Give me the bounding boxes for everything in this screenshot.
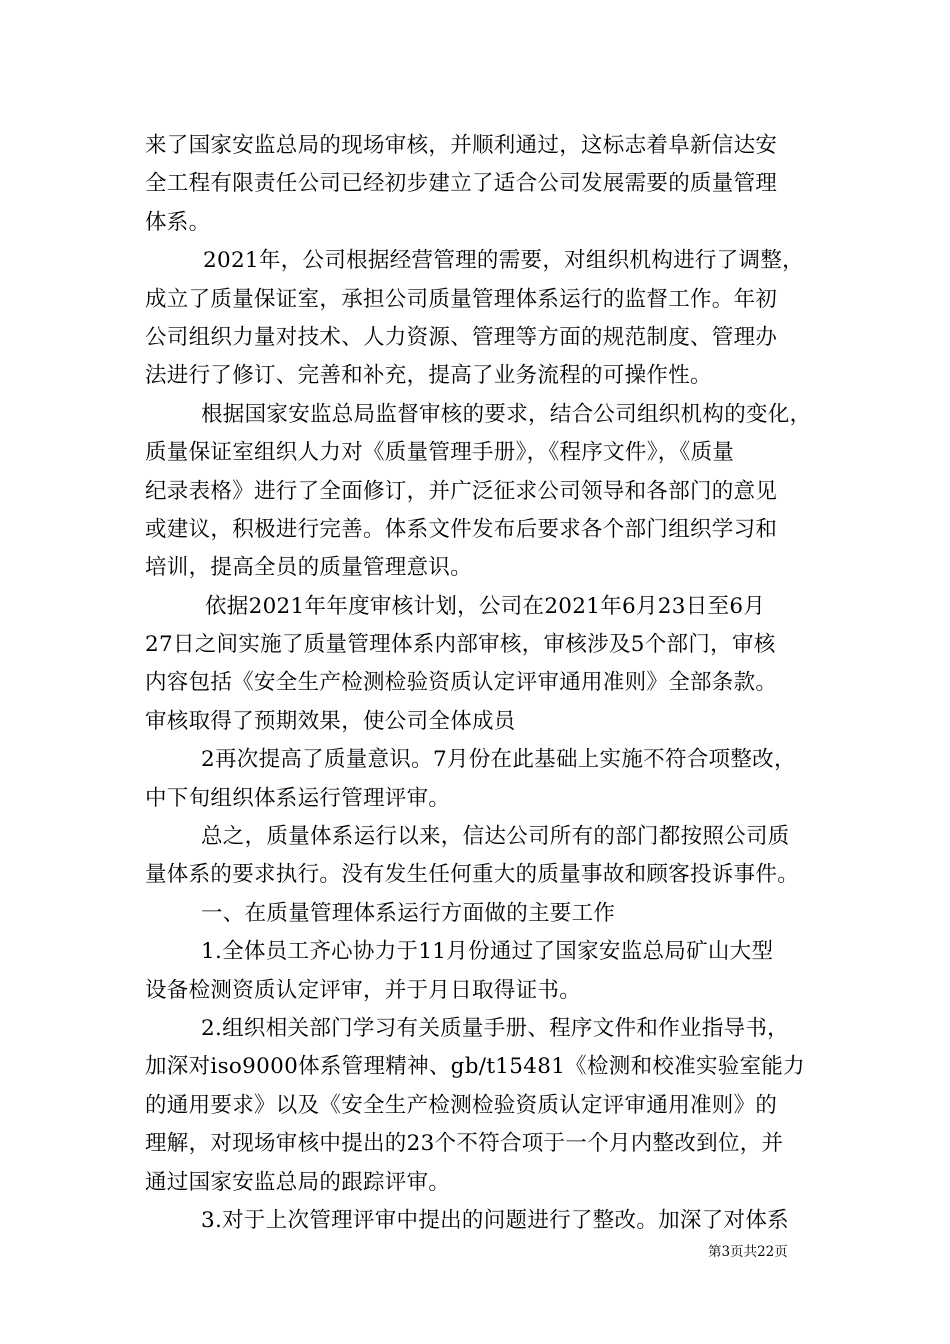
document-body <box>145 127 835 1240</box>
section-heading: 一、在质量管理体系运行方面做的主要工作 <box>201 900 616 926</box>
text-line: 或建议，积极进行完善。体系文件发布后要求各个部门组织学习和 <box>145 516 778 542</box>
text-line: 纪录表格》进行了全面修订，并广泛征求公司领导和各部门的意见 <box>145 478 778 504</box>
text-line: 27日之间实施了质量管理体系内部审核，审核涉及5个部门，审核 <box>145 632 776 658</box>
text-line: 的通用要求》以及《安全生产检测检验资质认定评审通用准则》的 <box>145 1092 778 1118</box>
text-line: 通过国家安监总局的跟踪评审。 <box>145 1169 451 1195</box>
text-line: 2再次提高了质量意识。7月份在此基础上实施不符合项整改， <box>201 747 796 773</box>
text-line: 加深对iso9000体系管理精神、gb/t15481《检测和校准实验室能力 <box>145 1054 805 1080</box>
text-line: 3.对于上次管理评审中提出的问题进行了整改。加深了对体系 <box>201 1207 789 1233</box>
text-line: 成立了质量保证室，承担公司质量管理体系运行的监督工作。年初 <box>145 286 778 312</box>
text-line: 审核取得了预期效果，使公司全体成员 <box>145 708 516 734</box>
text-line: 中下旬组织体系运行管理评审。 <box>145 785 451 811</box>
text-line: 总之，质量体系运行以来，信达公司所有的部门都按照公司质 <box>201 824 790 850</box>
text-line: 全工程有限责任公司已经初步建立了适合公司发展需要的质量管理 <box>145 171 778 197</box>
text-line: 依据2021年年度审核计划，公司在2021年6月23日至6月 <box>205 593 766 619</box>
text-line: 设备检测资质认定评审，并于月日取得证书。 <box>145 977 582 1003</box>
text-line: 理解，对现场审核中提出的23个不符合项于一个月内整改到位，并 <box>145 1131 784 1157</box>
text-line: 公司组织力量对技术、人力资源、管理等方面的规范制度、管理办 <box>145 324 778 350</box>
text-line: 2.组织相关部门学习有关质量手册、程序文件和作业指导书， <box>201 1015 789 1041</box>
text-line: 培训，提高全员的质量管理意识。 <box>145 555 473 581</box>
text-line: 质量保证室组织人力对《质量管理手册》，《程序文件》，《质量 <box>145 440 735 466</box>
text-line: 体系。 <box>145 209 211 235</box>
text-line: 根据国家安监总局监督审核的要求，结合公司组织机构的变化， <box>201 401 812 427</box>
text-line: 量体系的要求执行。没有发生任何重大的质量事故和顾客投诉事件。 <box>145 862 800 888</box>
text-line: 2021年，公司根据经营管理的需要，对组织机构进行了调整， <box>203 248 804 274</box>
text-line: 来了国家安监总局的现场审核，并顺利通过，这标志着阜新信达安 <box>145 133 778 158</box>
page-number: 第3页共22页 <box>708 1244 788 1260</box>
text-line: 1.全体员工齐心协力于11月份通过了国家安监总局矿山大型 <box>201 939 774 965</box>
text-line: 法进行了修订、完善和补充，提高了业务流程的可操作性。 <box>145 363 712 389</box>
text-line: 内容包括《安全生产检测检验资质认定评审通用准则》全部条款。 <box>145 670 778 696</box>
